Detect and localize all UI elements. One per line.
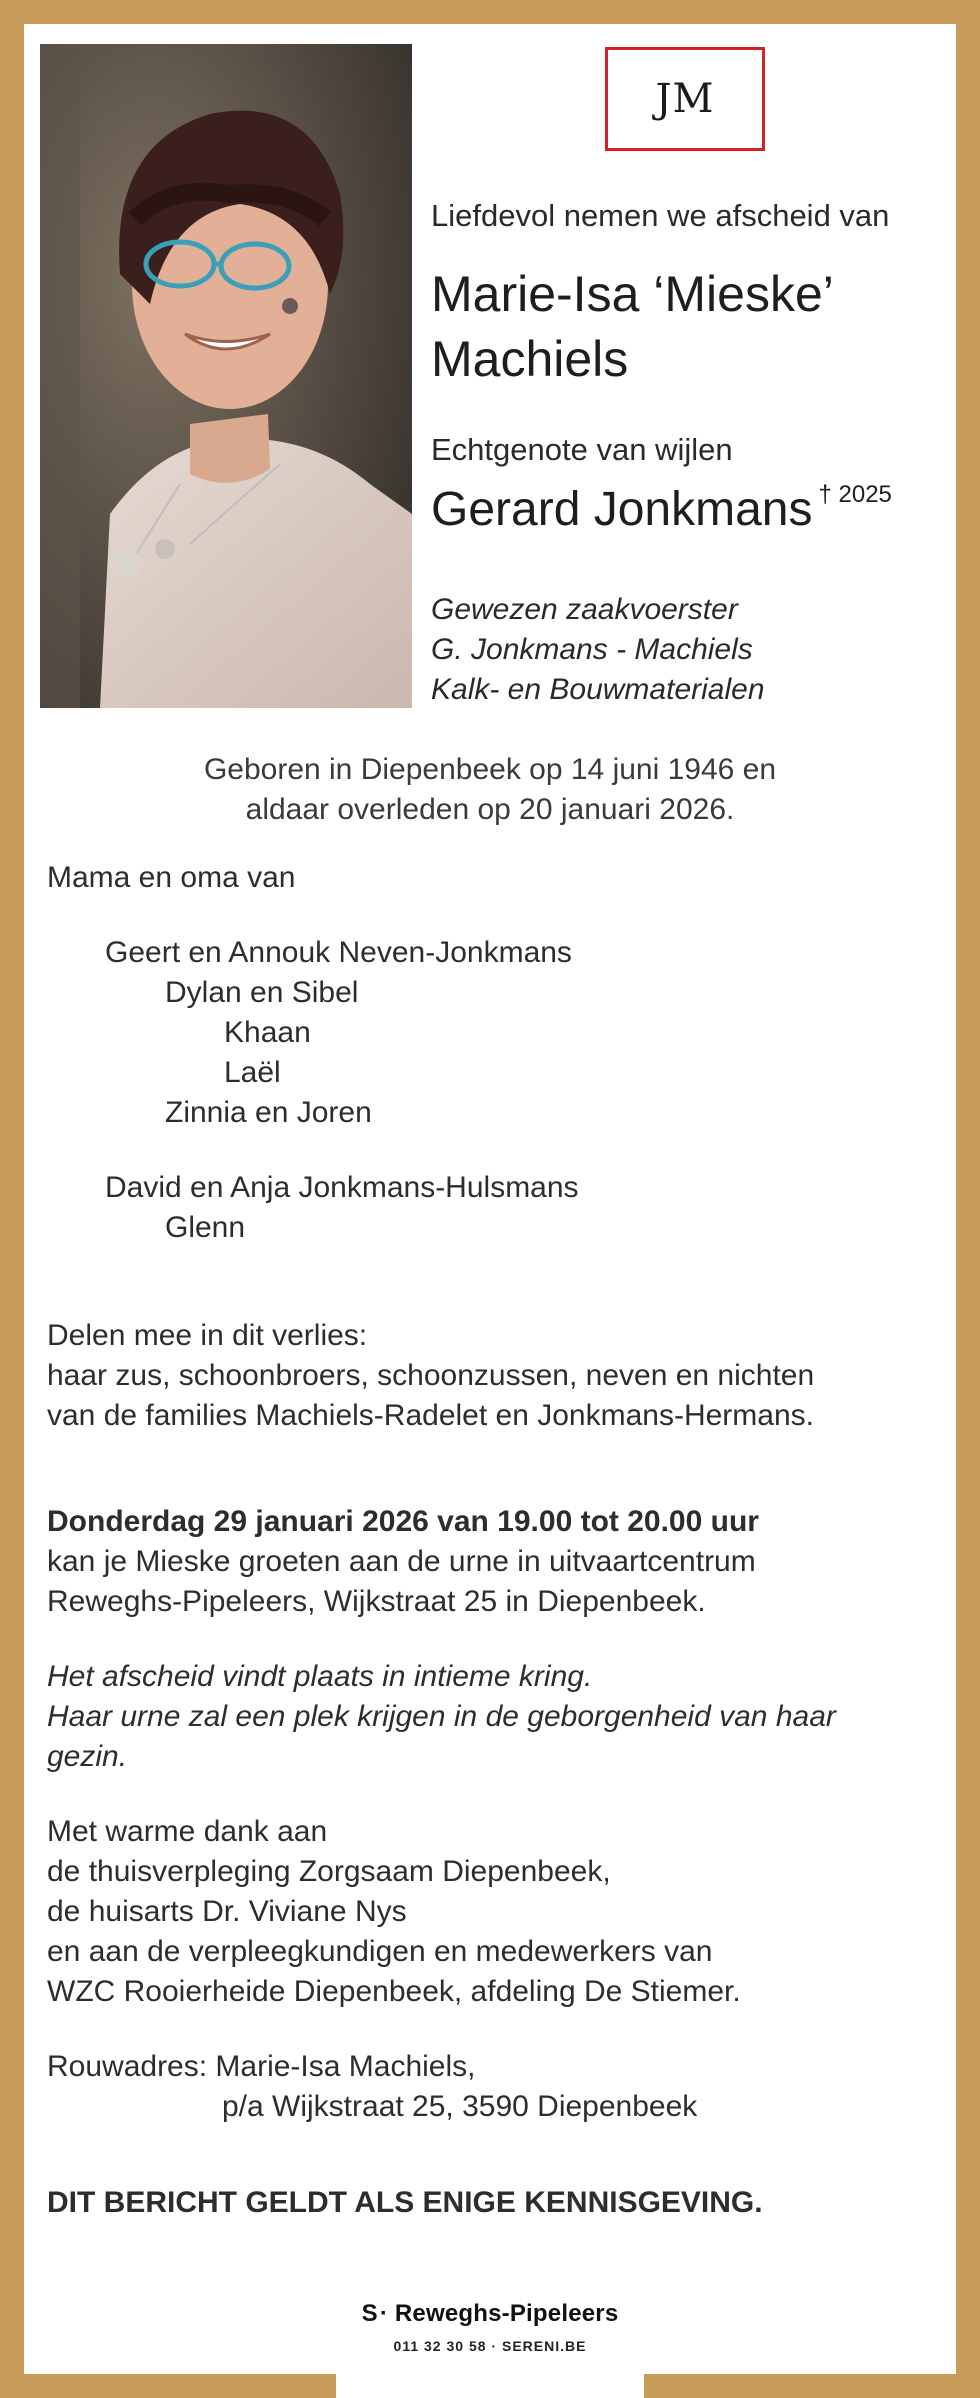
born-line: aldaar overleden op 20 januari 2026. (245, 793, 735, 826)
family-member-dylan: Dylan en Sibel (165, 976, 359, 1009)
role-description (431, 590, 765, 710)
share-grief-block (47, 1316, 814, 1436)
share-line: haar zus, schoonbroers, schoonzussen, neven en nichten (47, 1359, 815, 1392)
family-member-khaan: Khaan (224, 1016, 311, 1049)
deceased-name-line2: Machiels (431, 331, 629, 387)
birth-death-info (40, 750, 940, 830)
farewell-line: Het afscheid vindt plaats in intieme kring. (47, 1660, 593, 1693)
deceased-name (431, 262, 834, 392)
funeral-home-contact (336, 2338, 644, 2354)
visitation-line: Reweghs-Pipeleers, Wijkstraat 25 in Diepenbeek. (47, 1585, 706, 1618)
logo-mark: S (361, 2300, 378, 2327)
notice-text: DIT BERICHT GELDT ALS ENIGE KENNISGEVING. (47, 2186, 763, 2219)
farewell-block (47, 1657, 836, 1777)
logo-name-text: · Reweghs-Pipeleers (379, 2300, 619, 2327)
separator-dot: · (491, 2338, 498, 2354)
share-line: van de families Machiels-Radelet en Jonkmans-Hermans. (47, 1399, 814, 1432)
visitation-line: kan je Mieske groeten aan de urne in uitvaartcentrum (47, 1545, 756, 1578)
thanks-line: Met warme dank aan (47, 1815, 328, 1848)
mourning-address (47, 2047, 697, 2127)
thanks-block (47, 1812, 741, 2012)
thanks-line: WZC Rooierheide Diepenbeek, afdeling De Stiemer. (47, 1975, 741, 2008)
visitation-date: Donderdag 29 januari 2026 van 19.00 tot 20.00 uur (47, 1505, 759, 1538)
thanks-line: de huisarts Dr. Viviane Nys (47, 1895, 407, 1928)
address-line2: p/a Wijkstraat 25, 3590 Diepenbeek (222, 2090, 698, 2123)
spouse-intro: Echtgenote van wijlen (431, 432, 733, 467)
family-member-glenn: Glenn (165, 1211, 246, 1244)
family-member-geert: Geert en Annouk Neven-Jonkmans (105, 936, 572, 969)
intro-text: Liefdevol nemen we afscheid van (431, 198, 890, 233)
farewell-line: Haar urne zal een plek krijgen in de geborgenheid van haar (47, 1700, 836, 1733)
born-line: Geboren in Diepenbeek op 14 juni 1946 en (203, 753, 777, 786)
family-member-lael: Laël (224, 1056, 281, 1089)
family-member-david: David en Anja Jonkmans-Hulsmans (105, 1171, 579, 1204)
website: SERENI.BE (501, 2338, 587, 2354)
portrait-photo (40, 44, 412, 708)
share-line: Delen mee in dit verlies: (47, 1319, 368, 1352)
funeral-home-name (336, 2300, 644, 2328)
role-line: Kalk- en Bouwmaterialen (431, 673, 765, 706)
spouse-name: Gerard Jonkmans (431, 483, 813, 536)
farewell-line: gezin. (47, 1740, 128, 1773)
role-line: Gewezen zaakvoerster (431, 593, 738, 626)
funeral-home-logo (336, 2290, 644, 2398)
role-line: G. Jonkmans - Machiels (431, 633, 753, 666)
address-line1: Rouwadres: Marie-Isa Machiels, (47, 2050, 476, 2083)
thanks-line: en aan de verpleegkundigen en medewerkers van (47, 1935, 713, 1968)
spouse-death-year: † 2025 (818, 481, 892, 508)
phone-number: 011 32 30 58 (393, 2338, 487, 2354)
family-member-zinnia: Zinnia en Joren (165, 1096, 372, 1129)
deceased-name-line1: Marie-Isa ‘Mieske’ (431, 266, 834, 322)
monogram-text: JM (655, 76, 715, 122)
monogram-logo (605, 47, 765, 151)
visitation-block (47, 1502, 759, 1622)
family-heading: Mama en oma van (47, 861, 296, 894)
spouse-name-block (431, 482, 892, 537)
thanks-line: de thuisverpleging Zorgsaam Diepenbeek, (47, 1855, 611, 1888)
